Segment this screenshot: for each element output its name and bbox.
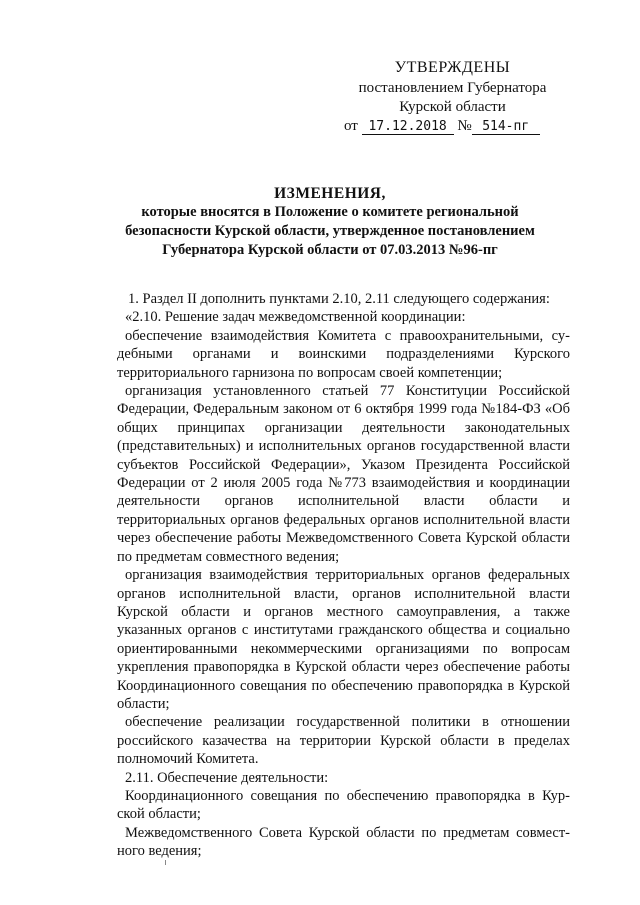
paragraph-item-2-10: «2.10. Решение задач межведомственной координации:	[125, 309, 466, 326]
title-main: ИЗМЕНЕНИЯ,	[274, 185, 386, 202]
title-line-2: безопасности Курской области, утвержденное постановлением	[125, 223, 535, 239]
paragraph-cossacks: обеспечение реализации государственной политики в отношении российского казачества на территории Курской области в пределах полномочий Комитета.	[117, 714, 570, 768]
approval-line-2: Курской области	[399, 99, 506, 115]
paragraph-council-support: Межведомственного Совета Курской области по предметам совместного ведения;	[117, 824, 570, 860]
paragraph-coordination-support: Координационного совещания по обеспечению правопорядка в Курской области;	[117, 787, 570, 823]
approval-line-1: постановлением Губернатора	[358, 80, 547, 96]
paragraph-section-2: 1. Раздел II дополнить пунктами 2.10, 2.11 следующего содержания:	[128, 291, 550, 307]
title-line-3: Губернатора Курской области от 07.03.2013 №96-пг	[162, 242, 498, 258]
paragraph-item-2-11: 2.11. Обеспечение деятельности:	[125, 769, 329, 786]
scan-mark	[165, 860, 166, 865]
number-prefix: №	[457, 118, 472, 134]
approval-date: 17.12.2018	[362, 119, 454, 135]
approval-stamp: УТВЕРЖДЕНЫ	[394, 59, 511, 76]
paragraph-law-enforcement: обеспечение взаимодействия Комитета с правоохранительными, судебными органами и воинскими подразделениями Курского территориального гарнизона по вопросам своей компетенции;	[117, 327, 570, 381]
title-line-1: которые вносятся в Положение о комитете региональной	[141, 204, 519, 220]
paragraph-coordination-meeting: организация взаимодействия территориальных органов федеральных органов исполнительной власти, органов исполнительной власти Курской области и органов местного самоуправления, а также указанных органов с институтами гражданского общества и социально ориентированными некоммерческими организациями по вопросам укрепления правопорядка в Курской области через обеспечение работы Координационного совещания по обеспечению правопорядка в Курской области;	[117, 567, 570, 712]
approval-number: 514-пг	[472, 119, 540, 135]
approval-date-line	[330, 117, 575, 136]
document-title	[120, 184, 540, 260]
date-prefix: от	[344, 118, 358, 134]
approval-block	[330, 58, 575, 136]
document-body	[117, 290, 570, 861]
paragraph-interagency-council: организация установленного статьей 77 Конституции Российской Федерации, Федеральным законом от 6 октября 1999 года №184-ФЗ «Об общих принципах организации деятельности законодательных (представительных) и исполнительных органов государственной власти субъектов Российской Федерации», Указом Президента Российской Федерации от 2 июля 2005 года №773 взаимодействия и координации деятельности органов исполнительной власти области и территориальных органов федеральных органов исполнительной власти через обеспечение работы Межведомственного Совета Курской области по предметам совместного ведения;	[117, 383, 570, 565]
